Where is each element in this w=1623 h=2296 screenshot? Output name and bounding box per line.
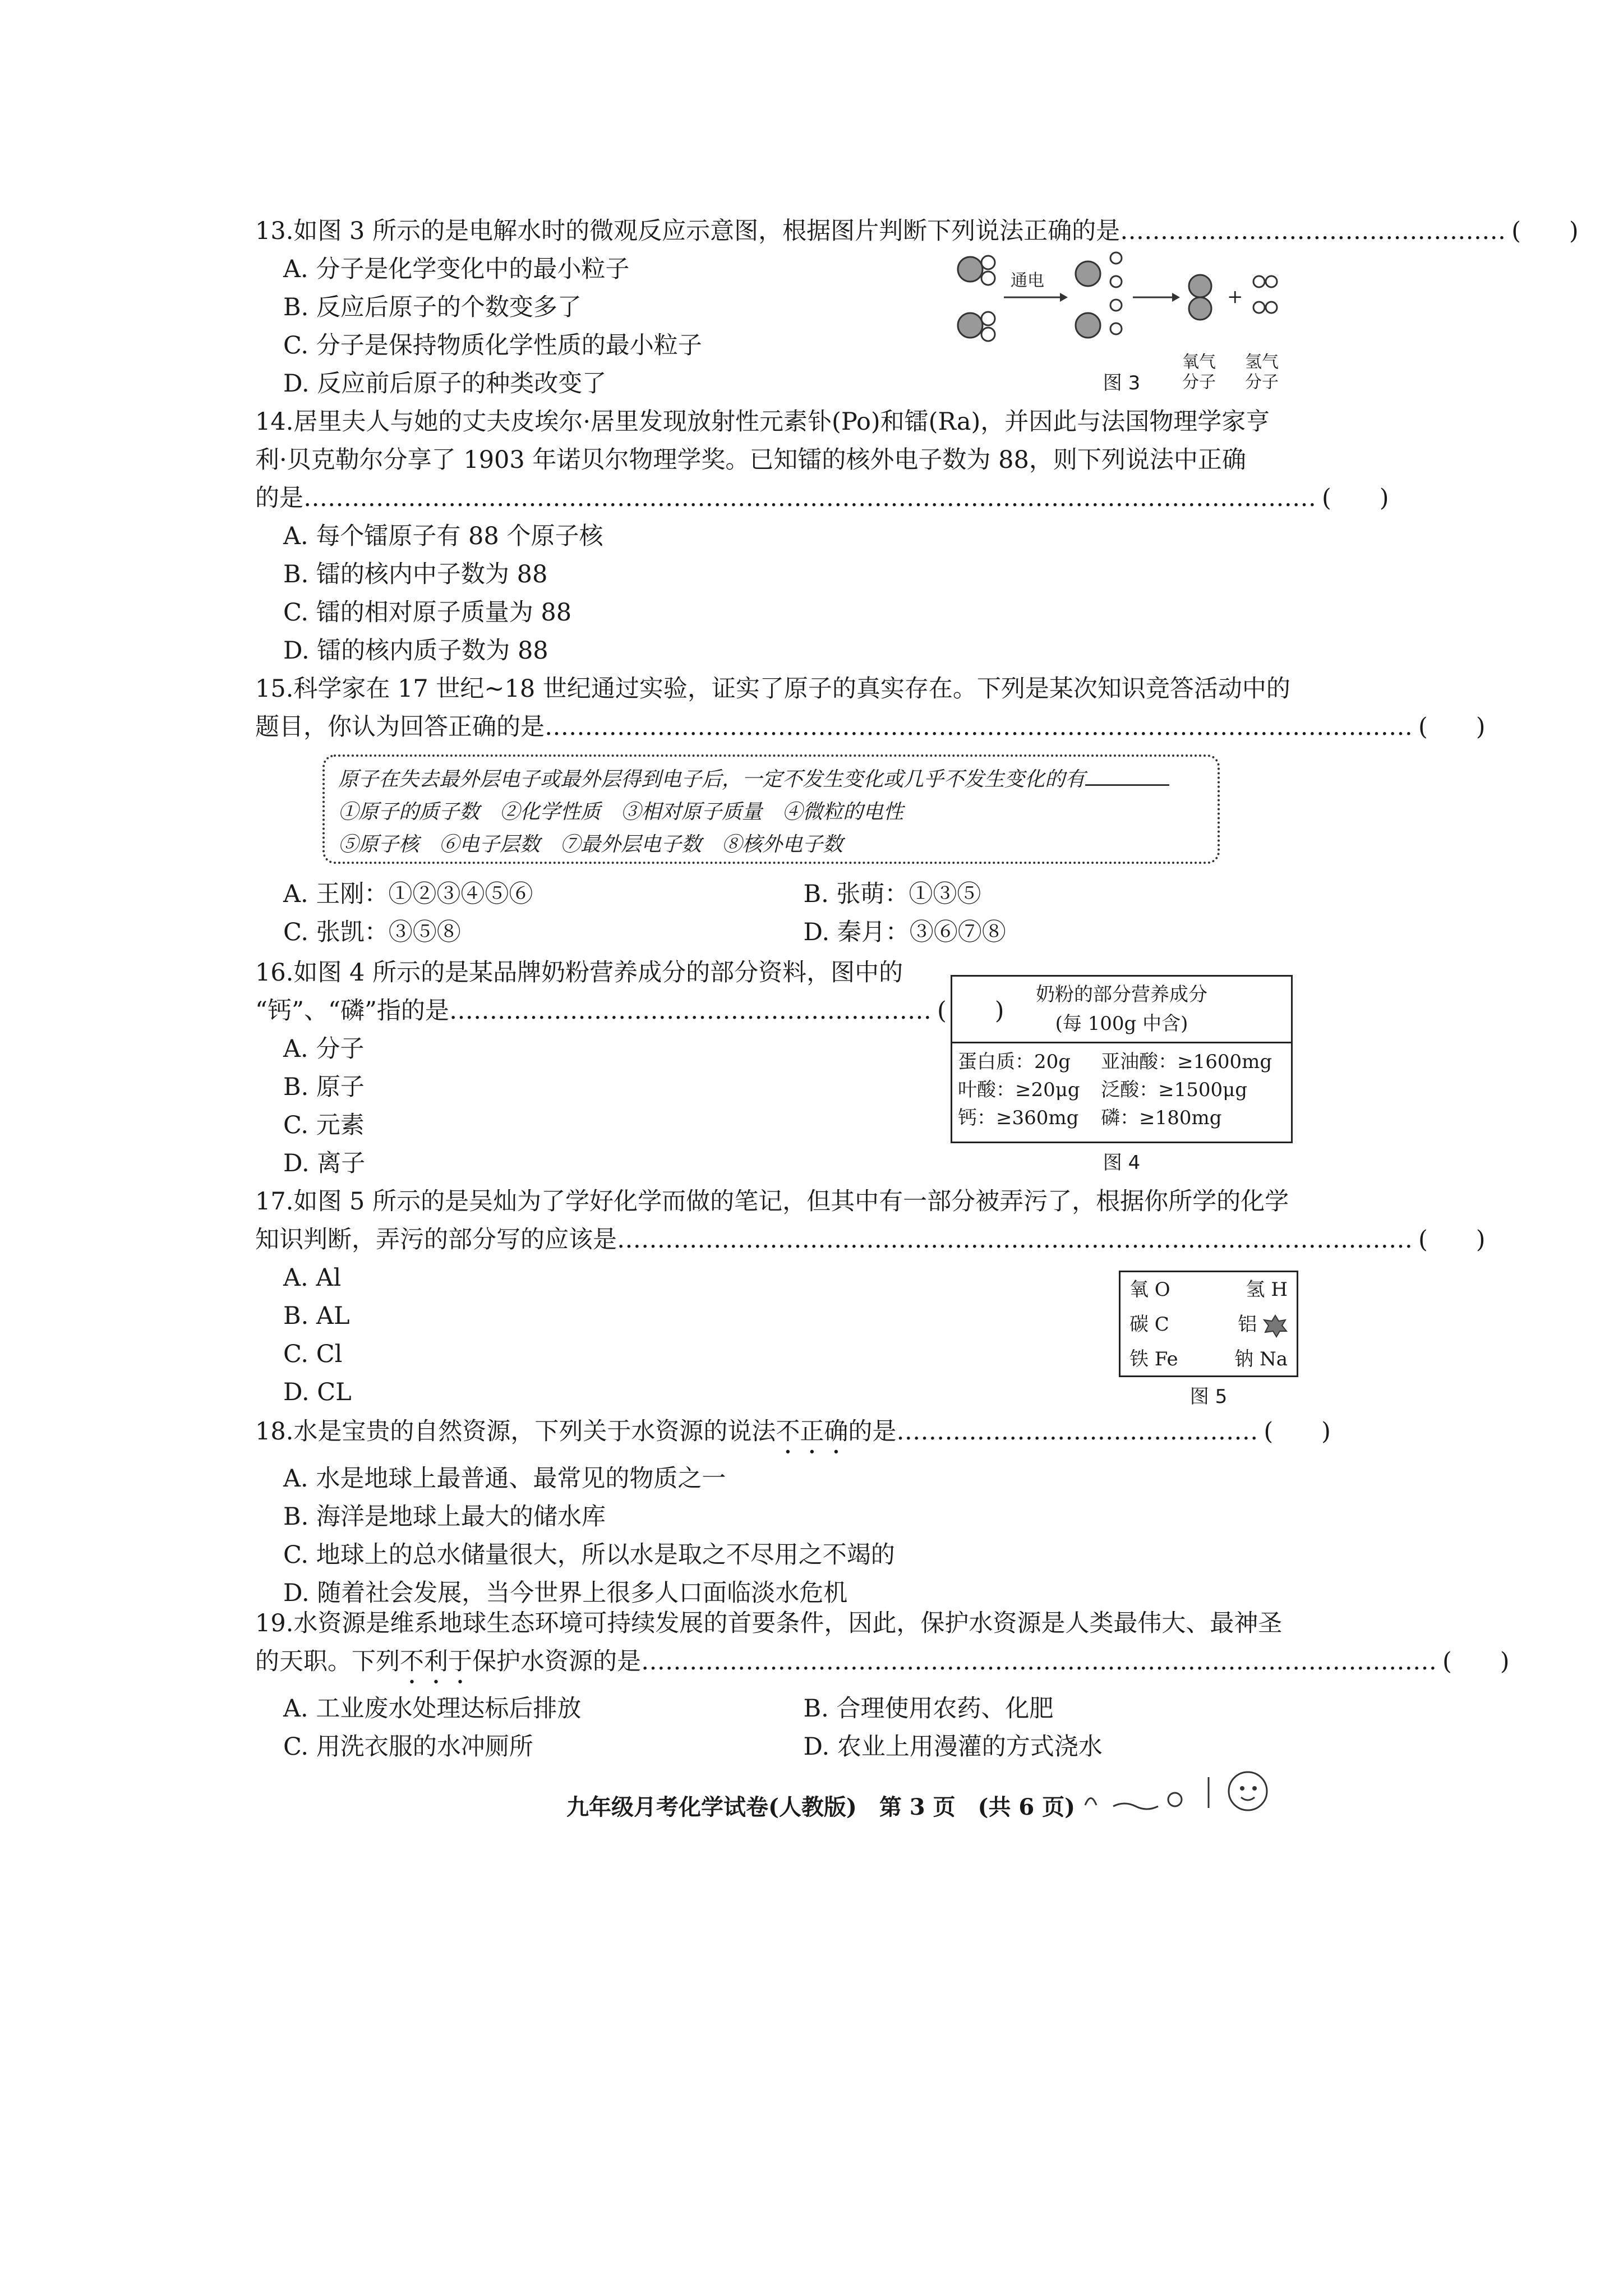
question-15-options <box>255 875 1295 951</box>
q19-line-1: 19.水资源是维系地球生态环境可持续发展的首要条件，因此，保护水资源是人类最伟大、最神圣 <box>255 1609 1283 1637</box>
q17-stem-end: 知识判断，弄污的部分写的应该是 <box>255 1226 617 1254</box>
cartoon-doodle-icon <box>1080 1766 1304 1816</box>
q13-option-a: A. 分子是化学变化中的最小粒子 <box>283 255 630 283</box>
plus-sign: + <box>1227 286 1243 308</box>
q14-stem-end: 的是 <box>255 484 303 512</box>
q17-line-2 <box>255 1221 1486 1259</box>
answer-bracket: ( ) <box>1264 1418 1331 1446</box>
leader-dots: ……………………………………………………………………………………………………………… <box>303 484 1316 512</box>
answer-blank <box>1085 764 1169 786</box>
q15-stem-end: 题目，你认为回答正确的是 <box>255 713 545 741</box>
oxygen-molecule <box>1189 275 1211 320</box>
q18-stem-post: 的是 <box>848 1418 897 1446</box>
arrow-label: 通电 <box>1011 271 1044 291</box>
element-rows <box>1121 1272 1297 1377</box>
q14-line-3 <box>255 479 1389 517</box>
table-cell: 铁 Fe <box>1129 1348 1178 1370</box>
q14-option-a: A. 每个镭原子有 88 个原子核 <box>283 522 603 550</box>
question-14 <box>255 403 1389 670</box>
answer-bracket: ( ) <box>1418 1226 1486 1254</box>
q16-option-c: C. 元素 <box>283 1111 365 1139</box>
q14-option-d: D. 镭的核内质子数为 88 <box>283 637 548 665</box>
q15-box-text-1: 原子在失去最外层电子或最外层得到电子后，一定不发生变化或几乎不发生变化的有 <box>338 768 1086 791</box>
q19-stem-end <box>255 1642 641 1690</box>
q13-option-b: B. 反应后原子的个数变多了 <box>283 293 582 321</box>
q14-option-b: B. 镭的核内中子数为 88 <box>283 560 548 588</box>
answer-bracket: ( ) <box>1511 217 1579 245</box>
table-cell: 钙：≥360mg <box>958 1107 1079 1129</box>
q18-stem-pre: 18.水是宝贵的自然资源，下列关于水资源的说法 <box>255 1418 776 1446</box>
question-15 <box>255 670 1486 746</box>
q17-option-d: D. CL <box>283 1378 352 1406</box>
nutrition-rows <box>952 1048 1291 1132</box>
q17-option-c: C. Cl <box>283 1340 343 1368</box>
q15-prompt-box <box>322 754 1220 864</box>
table-cell: 叶酸：≥20μg <box>958 1079 1080 1101</box>
leader-dots: ……………………………………………………………………………………… <box>641 1648 1437 1676</box>
q19-option-a: A. 工业废水处理达标后排放 <box>283 1695 582 1723</box>
leader-dots: ……………………………………………………………………………………… <box>617 1226 1413 1254</box>
nutrition-header <box>952 977 1291 1043</box>
leader-dots: ……………………………………………………………………………………………… <box>545 713 1413 741</box>
q13-option-c: C. 分子是保持物质化学性质的最小粒子 <box>283 332 702 360</box>
table-cell: 氢 H <box>1246 1278 1288 1301</box>
q15-option-a: A. 王刚：①②③④⑤⑥ <box>283 880 533 908</box>
q14-option-c: C. 镭的相对原子质量为 88 <box>283 599 572 627</box>
oxygen-label: 氧气分子 <box>1182 352 1216 392</box>
answer-bracket: ( ) <box>1442 1648 1510 1676</box>
q14-line-2: 利·贝克勒尔分享了 1903 年诺贝尔物理学奖。已知镭的核外电子数为 88，则下列说法中正确 <box>255 446 1246 474</box>
table-row <box>952 1048 1291 1076</box>
figure-3-caption: 图 3 <box>1103 372 1141 394</box>
table-cell: 碳 C <box>1129 1313 1169 1336</box>
q14-line-1: 14.居里夫人与她的丈夫皮埃尔·居里发现放射性元素钋(Po)和镭(Ra)，并因此与法国物理学家亨 <box>255 408 1270 436</box>
q19-line-2 <box>255 1642 1510 1690</box>
q18-option-b: B. 海洋是地球上最大的储水库 <box>283 1503 606 1531</box>
answer-bracket: ( ) <box>1322 484 1389 512</box>
q15-option-d: D. 秦月：③⑥⑦⑧ <box>803 918 1006 946</box>
table-cell <box>1206 1307 1297 1342</box>
q17-option-b: B. AL <box>283 1302 350 1330</box>
table-cell: 蛋白质：20g <box>958 1051 1071 1073</box>
table-row <box>1121 1342 1297 1377</box>
figure-5-caption: 图 5 <box>1189 1386 1228 1408</box>
table-cell: 氧 O <box>1129 1278 1170 1301</box>
water-molecule-1 <box>958 256 995 285</box>
table-cell: 磷：≥180mg <box>1101 1107 1222 1129</box>
table-row <box>1121 1307 1297 1342</box>
table-row <box>952 1104 1291 1132</box>
q15-option-row-2 <box>255 913 1295 951</box>
nutrition-subtitle: (每 100g 中含) <box>1055 1013 1188 1035</box>
q16-line-2 <box>255 992 1004 1030</box>
answer-bracket: ( ) <box>937 997 1004 1025</box>
hydrogen-molecules <box>1253 276 1277 313</box>
table-cell: 钠 Na <box>1234 1348 1288 1370</box>
q15-box-row-1 <box>338 763 1204 796</box>
q19-stem-pre: 的天职。下列 <box>255 1648 400 1676</box>
q15-box-row-2: ①原子的质子数 ②化学性质 ③相对原子质量 ④微粒的电性 <box>338 800 904 823</box>
q16-option-a: A. 分子 <box>283 1035 365 1063</box>
q19-option-c: C. 用洗衣服的水冲厕所 <box>283 1733 533 1761</box>
water-molecule-2 <box>958 312 995 341</box>
q18-stem-line <box>255 1412 1331 1460</box>
q16-option-b: B. 原子 <box>283 1073 365 1101</box>
figure-4-nutrition-table <box>951 975 1293 1143</box>
q13-stem-line <box>255 212 1579 250</box>
leader-dots: ………………………………………… <box>1120 217 1506 245</box>
leader-dots: …………………………………………………… <box>449 997 932 1025</box>
table-cell: 泛酸：≥1500μg <box>1101 1079 1247 1101</box>
q15-option-row-1 <box>255 875 1295 913</box>
q13-option-d: D. 反应前后原子的种类改变了 <box>283 370 607 398</box>
q19-emphasis: 不利于 <box>400 1648 472 1676</box>
figure-4-caption: 图 4 <box>1103 1152 1141 1174</box>
q15-line-2 <box>255 708 1486 746</box>
answer-bracket: ( ) <box>1418 713 1486 741</box>
q15-box-row-3: ⑤原子核 ⑥电子层数 ⑦最外层电子数 ⑧核外电子数 <box>338 833 843 856</box>
q15-option-c: C. 张凯：③⑤⑧ <box>283 918 461 946</box>
q18-option-d: D. 随着社会发展，当今世界上很多人口面临淡水危机 <box>283 1579 848 1607</box>
q18-option-a: A. 水是地球上最普通、最常见的物质之一 <box>283 1465 726 1493</box>
figure-3-electrolysis <box>948 247 1301 393</box>
question-19 <box>255 1604 1510 1766</box>
q17-option-a: A. Al <box>283 1264 342 1292</box>
page-footer: 九年级月考化学试卷(人教版) 第 3 页 (共 6 页) <box>566 1794 1076 1820</box>
q18-option-c: C. 地球上的总水储量很大，所以水是取之不尽用之不竭的 <box>283 1541 895 1569</box>
separated-atoms <box>1076 252 1122 338</box>
ink-stain-icon <box>1263 1314 1288 1337</box>
question-18 <box>255 1412 1331 1612</box>
table-row <box>952 1076 1291 1104</box>
table-cell: 亚油酸：≥1600mg <box>1101 1051 1272 1073</box>
q18-emphasis: 不正确 <box>776 1418 849 1446</box>
q15-line-1: 15.科学家在 17 世纪~18 世纪通过实验，证实了原子的真实存在。下列是某次知识竞答活动中的 <box>255 675 1290 703</box>
table-row <box>1121 1272 1297 1307</box>
q16-option-d: D. 离子 <box>283 1149 366 1177</box>
nutrition-title: 奶粉的部分营养成分 <box>1036 983 1207 1006</box>
q18-stem <box>255 1412 896 1460</box>
hydrogen-label: 氢气分子 <box>1245 352 1279 392</box>
q16-line-1: 16.如图 4 所示的是某品牌奶粉营养成分的部分资料，图中的 <box>255 959 903 987</box>
leader-dots: ……………………………………… <box>896 1418 1258 1446</box>
q13-stem: 13.如图 3 所示的是电解水时的微观反应示意图，根据图片判断下列说法正确的是 <box>255 217 1121 245</box>
q19-option-d: D. 农业上用漫灌的方式浇水 <box>803 1733 1103 1761</box>
q19-stem-post: 保护水资源的是 <box>472 1648 641 1676</box>
q16-stem-end: “钙”、“磷”指的是 <box>255 997 449 1025</box>
aluminum-name: 铝 <box>1238 1313 1257 1336</box>
q19-option-row-1 <box>255 1690 1295 1728</box>
q15-option-b: B. 张萌：①③⑤ <box>803 880 981 908</box>
figure-5-element-notes <box>1119 1271 1298 1377</box>
q17-line-1: 17.如图 5 所示的是吴灿为了学好化学而做的笔记，但其中有一部分被弄污了，根据你所学的化学 <box>255 1188 1289 1216</box>
q19-option-b: B. 合理使用农药、化肥 <box>803 1695 1054 1723</box>
question-16 <box>255 954 1004 1182</box>
q19-option-row-2 <box>255 1728 1295 1766</box>
